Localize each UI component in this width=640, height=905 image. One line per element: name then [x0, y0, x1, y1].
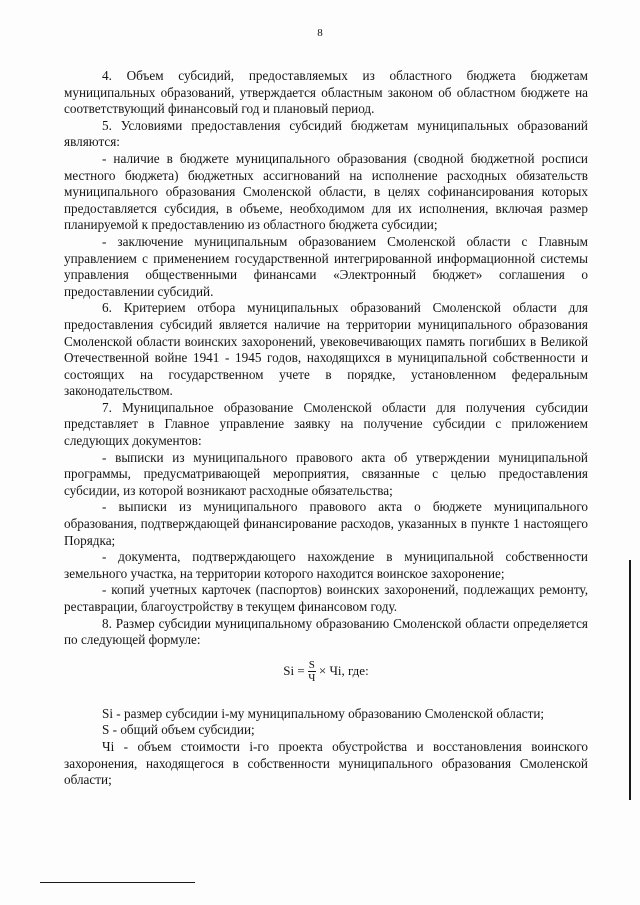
- paragraph-7-item-1: - выписки из муниципального правового акта об утверждении муниципальной программы, предусматривающей мероприятия, связанные с целью предоставления субсидии, из которой возникают расходные обязательства;: [64, 449, 588, 498]
- paragraph-8: 8. Размер субсидии муниципальному образованию Смоленской области определяется по следующей формуле:: [64, 615, 588, 648]
- formula-rhs: × Чi, где:: [318, 662, 369, 678]
- subsidy-formula: [64, 659, 588, 684]
- paragraph-5-item-1: - наличие в бюджете муниципального образования (сводной бюджетной росписи местного бюджета) бюджетных ассигнований на исполнение расходных обязательств муниципального образования Смоленской области, в целях софинансирования которых предоставляется субсидия, в объеме, необходимом для их исполнения, включая размер планируемой к предоставлению из областного бюджета субсидии;: [64, 150, 588, 233]
- paragraph-4: 4. Объем субсидий, предоставляемых из областного бюджета бюджетам муниципальных образований, утверждается областным законом об областном бюджете на соответствующий финансовый год и плановый период.: [64, 68, 588, 117]
- formula-lhs: Si =: [283, 662, 305, 678]
- definition-si: Si - размер субсидии i-му муниципальному образованию Смоленской области;: [102, 705, 545, 721]
- paragraph-7-item-2: - выписки из муниципального правового акта о бюджете муниципального образования, подтверждающей финансирование расходов, указанных в пункте 1 настоящего Порядка;: [64, 499, 588, 548]
- paragraph-5: 5. Условиями предоставления субсидий бюджетам муниципальных образований являются:: [64, 117, 588, 150]
- paragraph-7-item-3: - документа, подтверждающего нахождение в муниципальной собственности земельного участка, на территории которого находится воинское захоронение;: [64, 549, 588, 581]
- paragraph-5-item-2: - заключение муниципальным образованием Смоленской области с Главным управлением с применением государственной интегрированной информационной системы управления общественными финансами «Электронный бюджет» соглашения о предоставлении субсидий.: [64, 233, 588, 299]
- paragraph-7: 7. Муниципальное образование Смоленской области для получения субсидии представляет в Главное управление заявку на получение субсидии с приложением следующих документов:: [64, 399, 588, 449]
- definition-s: S - общий объем субсидии;: [102, 722, 255, 738]
- paragraph-6: 6. Критерием отбора муниципальных образований Смоленской области для предоставления субсидий является наличие на территории муниципального образования Смоленской области воинских захоронений, увековечивающих память погибших в Великой Отечественной войне 1941 - 1945 годов, находящихся в муниципальной собственности и состоящих на государственном учете в порядке, установленном федеральным законодательством.: [64, 300, 588, 399]
- formula-denominator: Ч: [308, 671, 316, 684]
- definition-chi: Чi - объем стоимости i-го проекта обустройства и восстановления воинского захоронения, находящегося в собственности муниципального образования Смоленской области;: [64, 738, 588, 788]
- page-number: 8: [317, 27, 323, 39]
- formula-fraction: [308, 659, 316, 684]
- formula-numerator: S: [308, 658, 315, 671]
- footer-rule: [40, 882, 195, 883]
- paragraph-7-item-4: - копий учетных карточек (паспортов) воинских захоронений, подлежащих ремонту, реставрации, благоустройству в текущем финансовом году.: [64, 582, 588, 614]
- scan-edge-line: [629, 560, 631, 800]
- document-body: [64, 68, 588, 789]
